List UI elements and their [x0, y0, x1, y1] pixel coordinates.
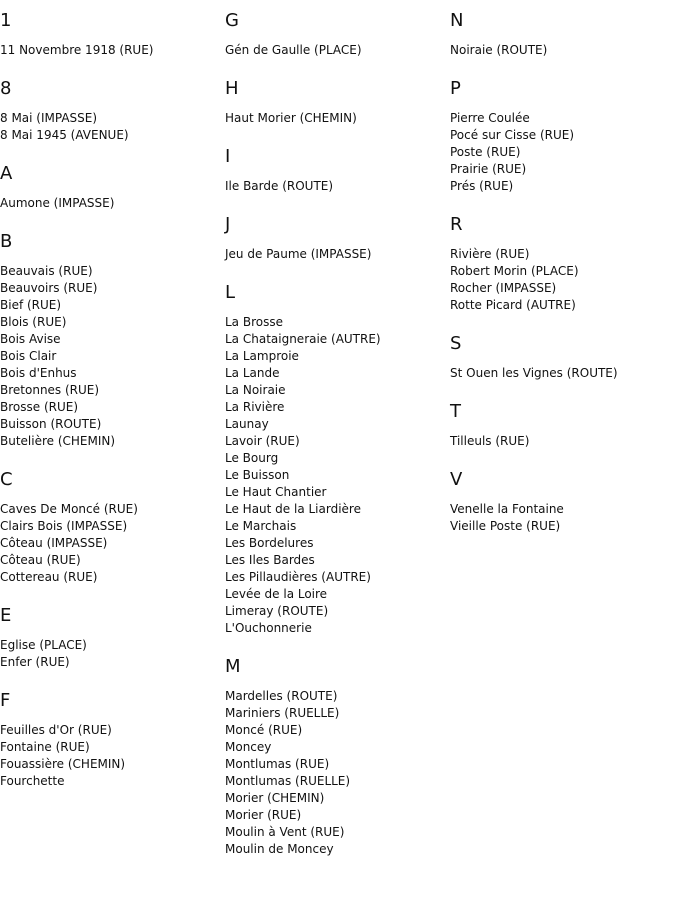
street-link[interactable]: Vieille Poste (RUE)	[450, 519, 561, 533]
street-link[interactable]: Moncey	[225, 740, 272, 754]
street-link[interactable]: Moulin de Moncey	[225, 842, 334, 856]
street-link[interactable]: Bretonnes (RUE)	[0, 383, 100, 397]
street-list	[225, 314, 445, 637]
street-link[interactable]: La Brosse	[225, 315, 283, 329]
street-link[interactable]: Rivière (RUE)	[450, 247, 530, 261]
section-letter-heading: J	[225, 214, 231, 235]
letter-section	[225, 656, 445, 858]
street-list	[450, 433, 670, 450]
street-link[interactable]: Levée de la Loire	[225, 587, 328, 601]
street-link[interactable]: Le Haut Chantier	[225, 485, 327, 499]
street-link[interactable]: Mariniers (RUELLE)	[225, 706, 340, 720]
letter-section	[225, 282, 445, 637]
street-link[interactable]: 8 Mai (IMPASSE)	[0, 111, 98, 125]
letter-section	[0, 10, 220, 59]
letter-section	[0, 78, 220, 144]
street-link[interactable]: Les Pillaudières (AUTRE)	[225, 570, 371, 584]
street-link[interactable]: Eglise (PLACE)	[0, 638, 87, 652]
street-link[interactable]: Le Bourg	[225, 451, 279, 465]
street-link[interactable]: La Chataigneraie (AUTRE)	[225, 332, 381, 346]
street-link[interactable]: La Lamproie	[225, 349, 299, 363]
street-link[interactable]: Bois Clair	[0, 349, 57, 363]
street-link[interactable]: Morier (CHEMIN)	[225, 791, 325, 805]
street-link[interactable]: Le Marchais	[225, 519, 297, 533]
letter-section	[0, 231, 220, 450]
letter-section	[225, 78, 445, 127]
street-link[interactable]: Lavoir (RUE)	[225, 434, 300, 448]
section-letter-heading: 1	[0, 10, 12, 31]
street-link[interactable]: Aumone (IMPASSE)	[0, 196, 115, 210]
letter-section	[450, 401, 670, 450]
section-letter-heading: E	[0, 605, 12, 626]
street-link[interactable]: Butelière (CHEMIN)	[0, 434, 116, 448]
section-letter-heading: A	[0, 163, 13, 184]
letter-section	[0, 469, 220, 586]
street-index-column	[450, 10, 670, 554]
street-link[interactable]: Tilleuls (RUE)	[450, 434, 530, 448]
street-link[interactable]: Brosse (RUE)	[0, 400, 79, 414]
letter-section	[450, 469, 670, 535]
street-link[interactable]: Montlumas (RUE)	[225, 757, 330, 771]
street-list	[0, 637, 220, 671]
street-link[interactable]: Pierre Coulée	[450, 111, 530, 125]
section-letter-heading: G	[225, 10, 239, 31]
letter-section	[450, 333, 670, 382]
section-letter-heading: L	[225, 282, 236, 303]
street-link[interactable]: Côteau (IMPASSE)	[0, 536, 108, 550]
street-link[interactable]: Les Bordelures	[225, 536, 314, 550]
street-list	[450, 246, 670, 314]
section-letter-heading: N	[450, 10, 464, 31]
section-letter-heading: B	[0, 231, 13, 252]
street-list	[225, 246, 445, 263]
street-link[interactable]: Enfer (RUE)	[0, 655, 70, 669]
street-link[interactable]: Noiraie (ROUTE)	[450, 43, 548, 57]
letter-section	[450, 10, 670, 59]
street-link[interactable]: Caves De Moncé (RUE)	[0, 502, 138, 516]
section-letter-heading: M	[225, 656, 241, 677]
letter-section	[450, 214, 670, 314]
section-letter-heading: V	[450, 469, 463, 490]
street-link[interactable]: Beauvais (RUE)	[0, 264, 93, 278]
street-link[interactable]: Côteau (RUE)	[0, 553, 81, 567]
section-letter-heading: P	[450, 78, 461, 99]
street-link[interactable]: Limeray (ROUTE)	[225, 604, 329, 618]
street-link[interactable]: Fontaine (RUE)	[0, 740, 90, 754]
street-link[interactable]: Beauvoirs (RUE)	[0, 281, 98, 295]
street-list	[450, 501, 670, 535]
street-list	[450, 365, 670, 382]
letter-section	[450, 78, 670, 195]
section-letter-heading: S	[450, 333, 462, 354]
street-list	[225, 42, 445, 59]
street-link[interactable]: Clairs Bois (IMPASSE)	[0, 519, 128, 533]
street-link[interactable]: Venelle la Fontaine	[450, 502, 564, 516]
street-link[interactable]: Bois d'Enhus	[0, 366, 77, 380]
street-list	[450, 110, 670, 195]
street-link[interactable]: Morier (RUE)	[225, 808, 302, 822]
section-letter-heading: I	[225, 146, 231, 167]
street-list	[0, 110, 220, 144]
street-link[interactable]: Rocher (IMPASSE)	[450, 281, 557, 295]
street-list	[0, 263, 220, 450]
street-list	[0, 722, 220, 790]
street-link[interactable]: 8 Mai 1945 (AVENUE)	[0, 128, 129, 142]
street-link[interactable]: Prés (RUE)	[450, 179, 514, 193]
street-link[interactable]: Cottereau (RUE)	[0, 570, 98, 584]
section-letter-heading: C	[0, 469, 13, 490]
street-link[interactable]: Haut Morier (CHEMIN)	[225, 111, 357, 125]
street-link[interactable]: Feuilles d'Or (RUE)	[0, 723, 112, 737]
street-list	[0, 42, 220, 59]
street-link[interactable]: Bief (RUE)	[0, 298, 62, 312]
street-link[interactable]: Buisson (ROUTE)	[0, 417, 102, 431]
section-letter-heading: R	[450, 214, 463, 235]
street-link[interactable]: Moncé (RUE)	[225, 723, 303, 737]
street-link[interactable]: Robert Morin (PLACE)	[450, 264, 579, 278]
letter-section	[0, 690, 220, 790]
letter-section	[225, 146, 445, 195]
street-list	[225, 688, 445, 858]
street-link[interactable]: Fouassière (CHEMIN)	[0, 757, 126, 771]
street-link[interactable]: Mardelles (ROUTE)	[225, 689, 338, 703]
street-link[interactable]: 11 Novembre 1918 (RUE)	[0, 43, 154, 57]
street-link[interactable]: Moulin à Vent (RUE)	[225, 825, 345, 839]
street-link[interactable]: Bois Avise	[0, 332, 61, 346]
section-letter-heading: F	[0, 690, 11, 711]
street-index-column	[0, 10, 220, 809]
street-link[interactable]: Le Buisson	[225, 468, 290, 482]
street-index-column	[225, 10, 445, 877]
street-link[interactable]: Montlumas (RUELLE)	[225, 774, 351, 788]
street-link[interactable]: Prairie (RUE)	[450, 162, 527, 176]
street-list	[0, 195, 220, 212]
street-link[interactable]: Poste (RUE)	[450, 145, 521, 159]
letter-section	[0, 163, 220, 212]
street-list	[225, 110, 445, 127]
street-link[interactable]: L'Ouchonnerie	[225, 621, 312, 635]
street-link[interactable]: Les Iles Bardes	[225, 553, 315, 567]
street-link[interactable]: Fourchette	[0, 774, 65, 788]
section-letter-heading: T	[450, 401, 461, 422]
section-letter-heading: 8	[0, 78, 12, 99]
street-link[interactable]: Gén de Gaulle (PLACE)	[225, 43, 362, 57]
street-link[interactable]: La Noiraie	[225, 383, 286, 397]
street-link[interactable]: Le Haut de la Liardière	[225, 502, 361, 516]
street-link[interactable]: Pocé sur Cisse (RUE)	[450, 128, 575, 142]
street-list	[450, 42, 670, 59]
street-link[interactable]: Launay	[225, 417, 269, 431]
street-link[interactable]: Rotte Picard (AUTRE)	[450, 298, 576, 312]
street-link[interactable]: Blois (RUE)	[0, 315, 67, 329]
street-list	[0, 501, 220, 586]
section-letter-heading: H	[225, 78, 239, 99]
street-link[interactable]: La Rivière	[225, 400, 285, 414]
street-list	[225, 178, 445, 195]
letter-section	[225, 214, 445, 263]
street-link[interactable]: Ile Barde (ROUTE)	[225, 179, 334, 193]
letter-section	[225, 10, 445, 59]
street-link[interactable]: Jeu de Paume (IMPASSE)	[225, 247, 372, 261]
street-link[interactable]: La Lande	[225, 366, 280, 380]
letter-section	[0, 605, 220, 671]
street-link[interactable]: St Ouen les Vignes (ROUTE)	[450, 366, 618, 380]
